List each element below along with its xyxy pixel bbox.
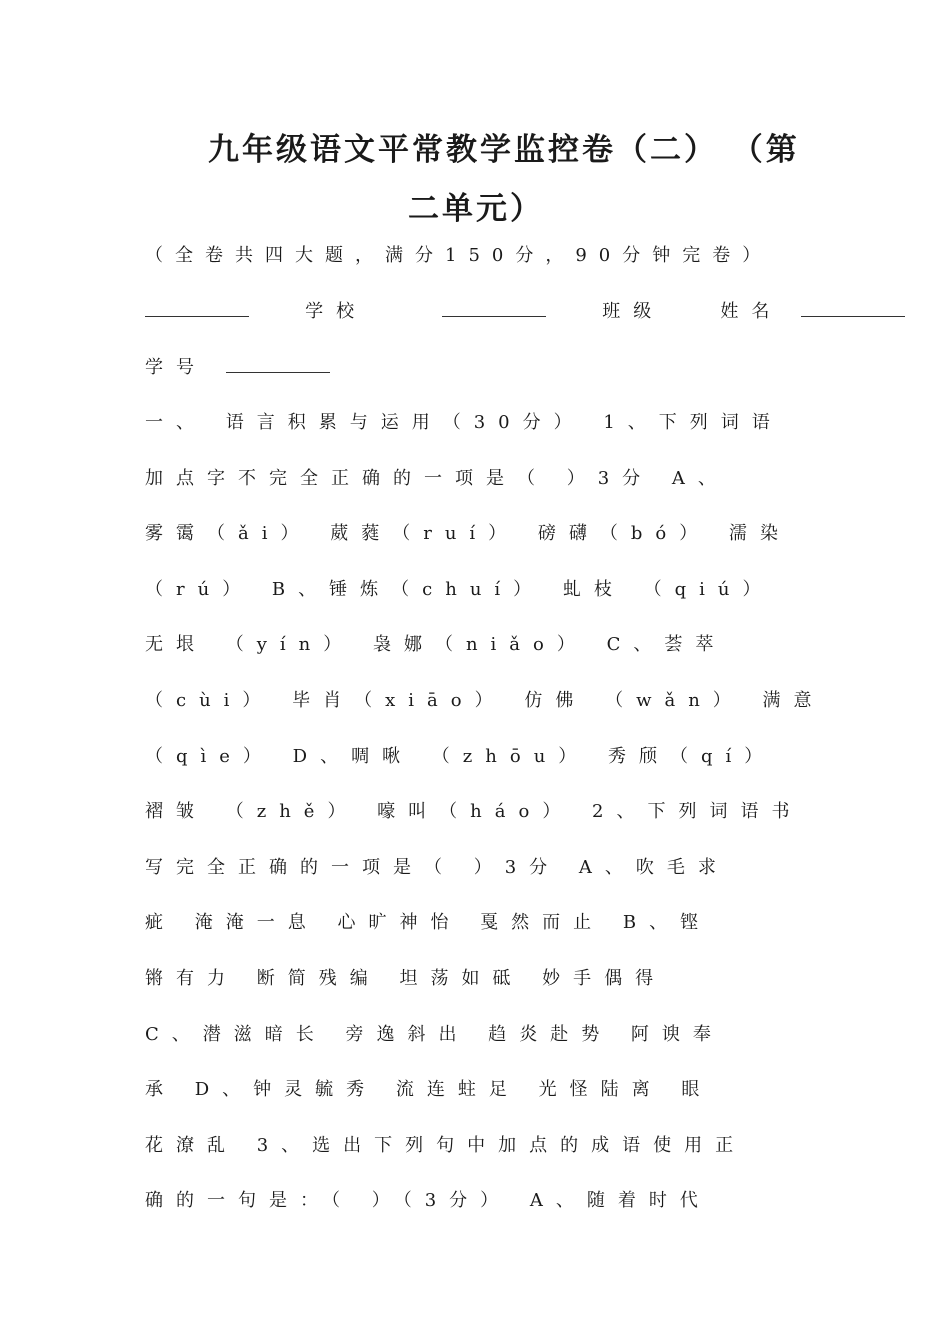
text-line: 加点字不完全正确的一项是（ ）3分 A、 <box>145 468 729 489</box>
student-id-row <box>145 356 807 380</box>
school-label: 学校 <box>305 301 368 322</box>
text-line: 锵有力 断简残编 坦荡如砥 妙手偶得 <box>145 968 667 989</box>
text-line: 花潦乱 3、选出下列句中加点的成语使用正 <box>145 1135 747 1156</box>
text-line: 写完全正确的一项是（ ）3分 A、吹毛求 <box>145 857 729 878</box>
text-line: （rú） B、锤炼（chuí） 虬枝 （qiú） <box>145 579 774 600</box>
text-line: C、潜滋暗长 旁逸斜出 趋炎赴势 阿谀奉 <box>145 1024 724 1045</box>
document-title-line-2: 二单元） <box>408 191 544 227</box>
exam-info-line: （全卷共四大题，满分150分，90分钟完卷） <box>145 245 773 266</box>
school-blank[interactable] <box>145 300 249 317</box>
text-line: 雾霭（ǎi） 葳蕤（ruí） 磅礴（bó） 濡染 <box>145 523 791 544</box>
document-title-line-1: 九年级语文平常教学监控卷（二） （第 <box>208 132 800 168</box>
name-label: 姓名 <box>720 301 783 322</box>
text-line: （qìe） D、啁啾 （zhōu） 秀颀（qí） <box>145 746 776 767</box>
text-line: 褶皱 （zhě） 嚎叫（háo） 2、下列词语书 <box>145 801 803 822</box>
text-line: 一、 语言积累与运用（30分） 1、下列词语 <box>145 412 783 433</box>
text-line: 确的一句是：（ ）（3分） A、随着时代 <box>145 1190 711 1211</box>
text-line: 无垠 （yín） 袅娜（niǎo） C、荟萃 <box>145 634 727 655</box>
text-line: 疵 淹淹一息 心旷神怡 戛然而止 B、铿 <box>145 912 712 933</box>
student-info-row <box>145 300 807 324</box>
student-id-label: 学号 <box>145 357 207 378</box>
student-id-blank[interactable] <box>226 356 330 373</box>
text-line: （cùi） 毕肖（xiāo） 仿佛 （wǎn） 满意 <box>145 690 825 711</box>
name-blank[interactable] <box>801 300 905 317</box>
class-blank[interactable] <box>442 300 546 317</box>
text-line: 承 D、钟灵毓秀 流连蛀足 光怪陆离 眼 <box>145 1079 713 1100</box>
class-label: 班级 <box>602 301 665 322</box>
